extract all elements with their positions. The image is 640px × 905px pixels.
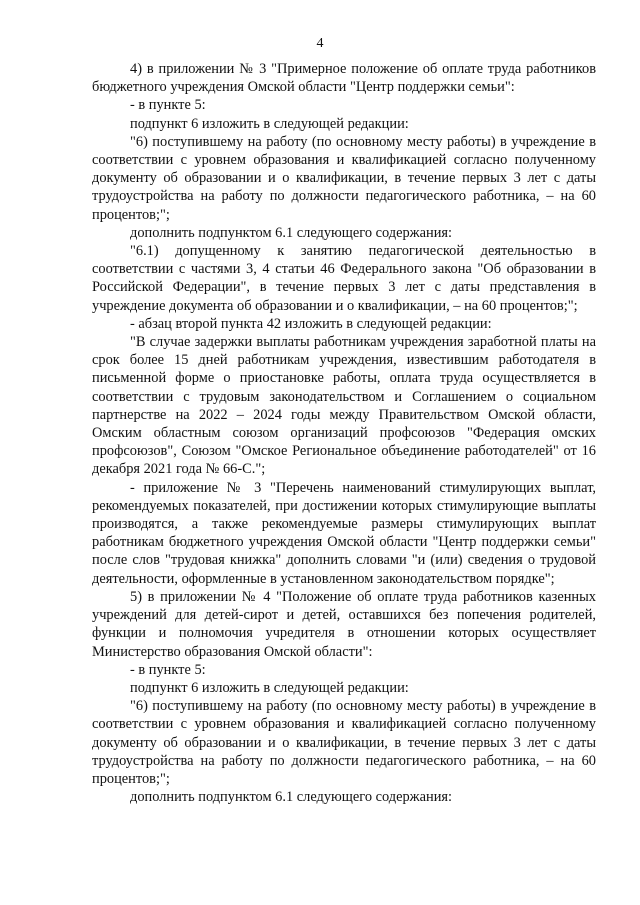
paragraph-point-5-b: - в пункте 5: [130,661,206,678]
paragraph-subpoint-6-1-intro-b: дополнить подпунктом 6.1 следующего содержания: [130,789,453,806]
paragraph-subpoint-6-intro-b: подпункт 6 изложить в следующей редакции: [130,679,409,696]
paragraph-point-5: - в пункте 5: [130,97,206,114]
paragraph-item-5: 5) в приложении № 4 "Положение об оплате труда работников казенных учреждений для детей-сирот и детей, оставшихся без попечения родителей, функции и полномочия учредителя в отношении которых осуществляет Министерство образования Омской области": [92,588,596,660]
paragraph-subpoint-6-intro: подпункт 6 изложить в следующей редакции: [130,115,409,132]
paragraph-subpoint-6-1-text: "6.1) допущенному к занятию педагогической деятельностью в соответствии с частями 3, 4 статьи 46 Федерального закона "Об образовании в Российской Федерации", в течение первых 3 лет с даты представления в учреждение документа об образовании и о квалификации, – на 60 процентов;"; [92,243,596,314]
page-number: 4 [316,36,324,51]
document-body [92,60,596,806]
paragraph-point-42-text: "В случае задержки выплаты работникам учреждения заработной платы на срок более 15 дней работникам учреждения, известившим работодателя в письменной форме о приостановке работы, оплата труда осуществляется в соответствии с трудовым законодательством и Соглашением о социальном партнерстве на 2022 – 2024 годы между Правительством Омской области, Омским областным союзом организаций профсоюзов "Федерация омских профсоюзов", Союзом "Омское Региональное объединение работодателей" от 16 декабря 2021 года № 66-С."; [92,334,596,478]
paragraph-subpoint-6-text: "6) поступившему на работу (по основному месту работы) в учреждение в соответствии с уровнем образования и квалификацией согласно полученному документу об образовании и о квалификации, в течение первых 3 лет с даты трудоустройства на работу по должности педагогического работника, – на 60 процентов;"; [92,133,596,223]
paragraph-point-42-intro: - абзац второй пункта 42 изложить в следующей редакции: [130,315,492,332]
paragraph-subpoint-6-text-b: "6) поступившему на работу (по основному месту работы) в учреждение в соответствии с уровнем образования и квалификацией согласно полученному документу об образовании и о квалификации, в течение первых 3 лет с даты трудоустройства на работу по должности педагогического работника, – на 60 процентов;"; [92,698,596,787]
paragraph-subpoint-6-1-intro: дополнить подпунктом 6.1 следующего содержания: [130,224,453,241]
paragraph-item-4: 4) в приложении № 3 "Примерное положение об оплате труда работников бюджетного учреждения Омской области "Центр поддержки семьи": [92,61,596,96]
paragraph-appendix-3: - приложение № 3 "Перечень наименований стимулирующих выплат, рекомендуемых показателей, при достижении которых стимулирующие выплаты производятся, а также рекомендуемые размеры стимулирующих выплат работникам бюджетного учреждения Омской области "Центр поддержки семьи" после слов "трудовая книжка" дополнить словами "и (или) сведения о трудовой деятельности, оформленные в установленном законодательством порядке"; [92,479,596,587]
